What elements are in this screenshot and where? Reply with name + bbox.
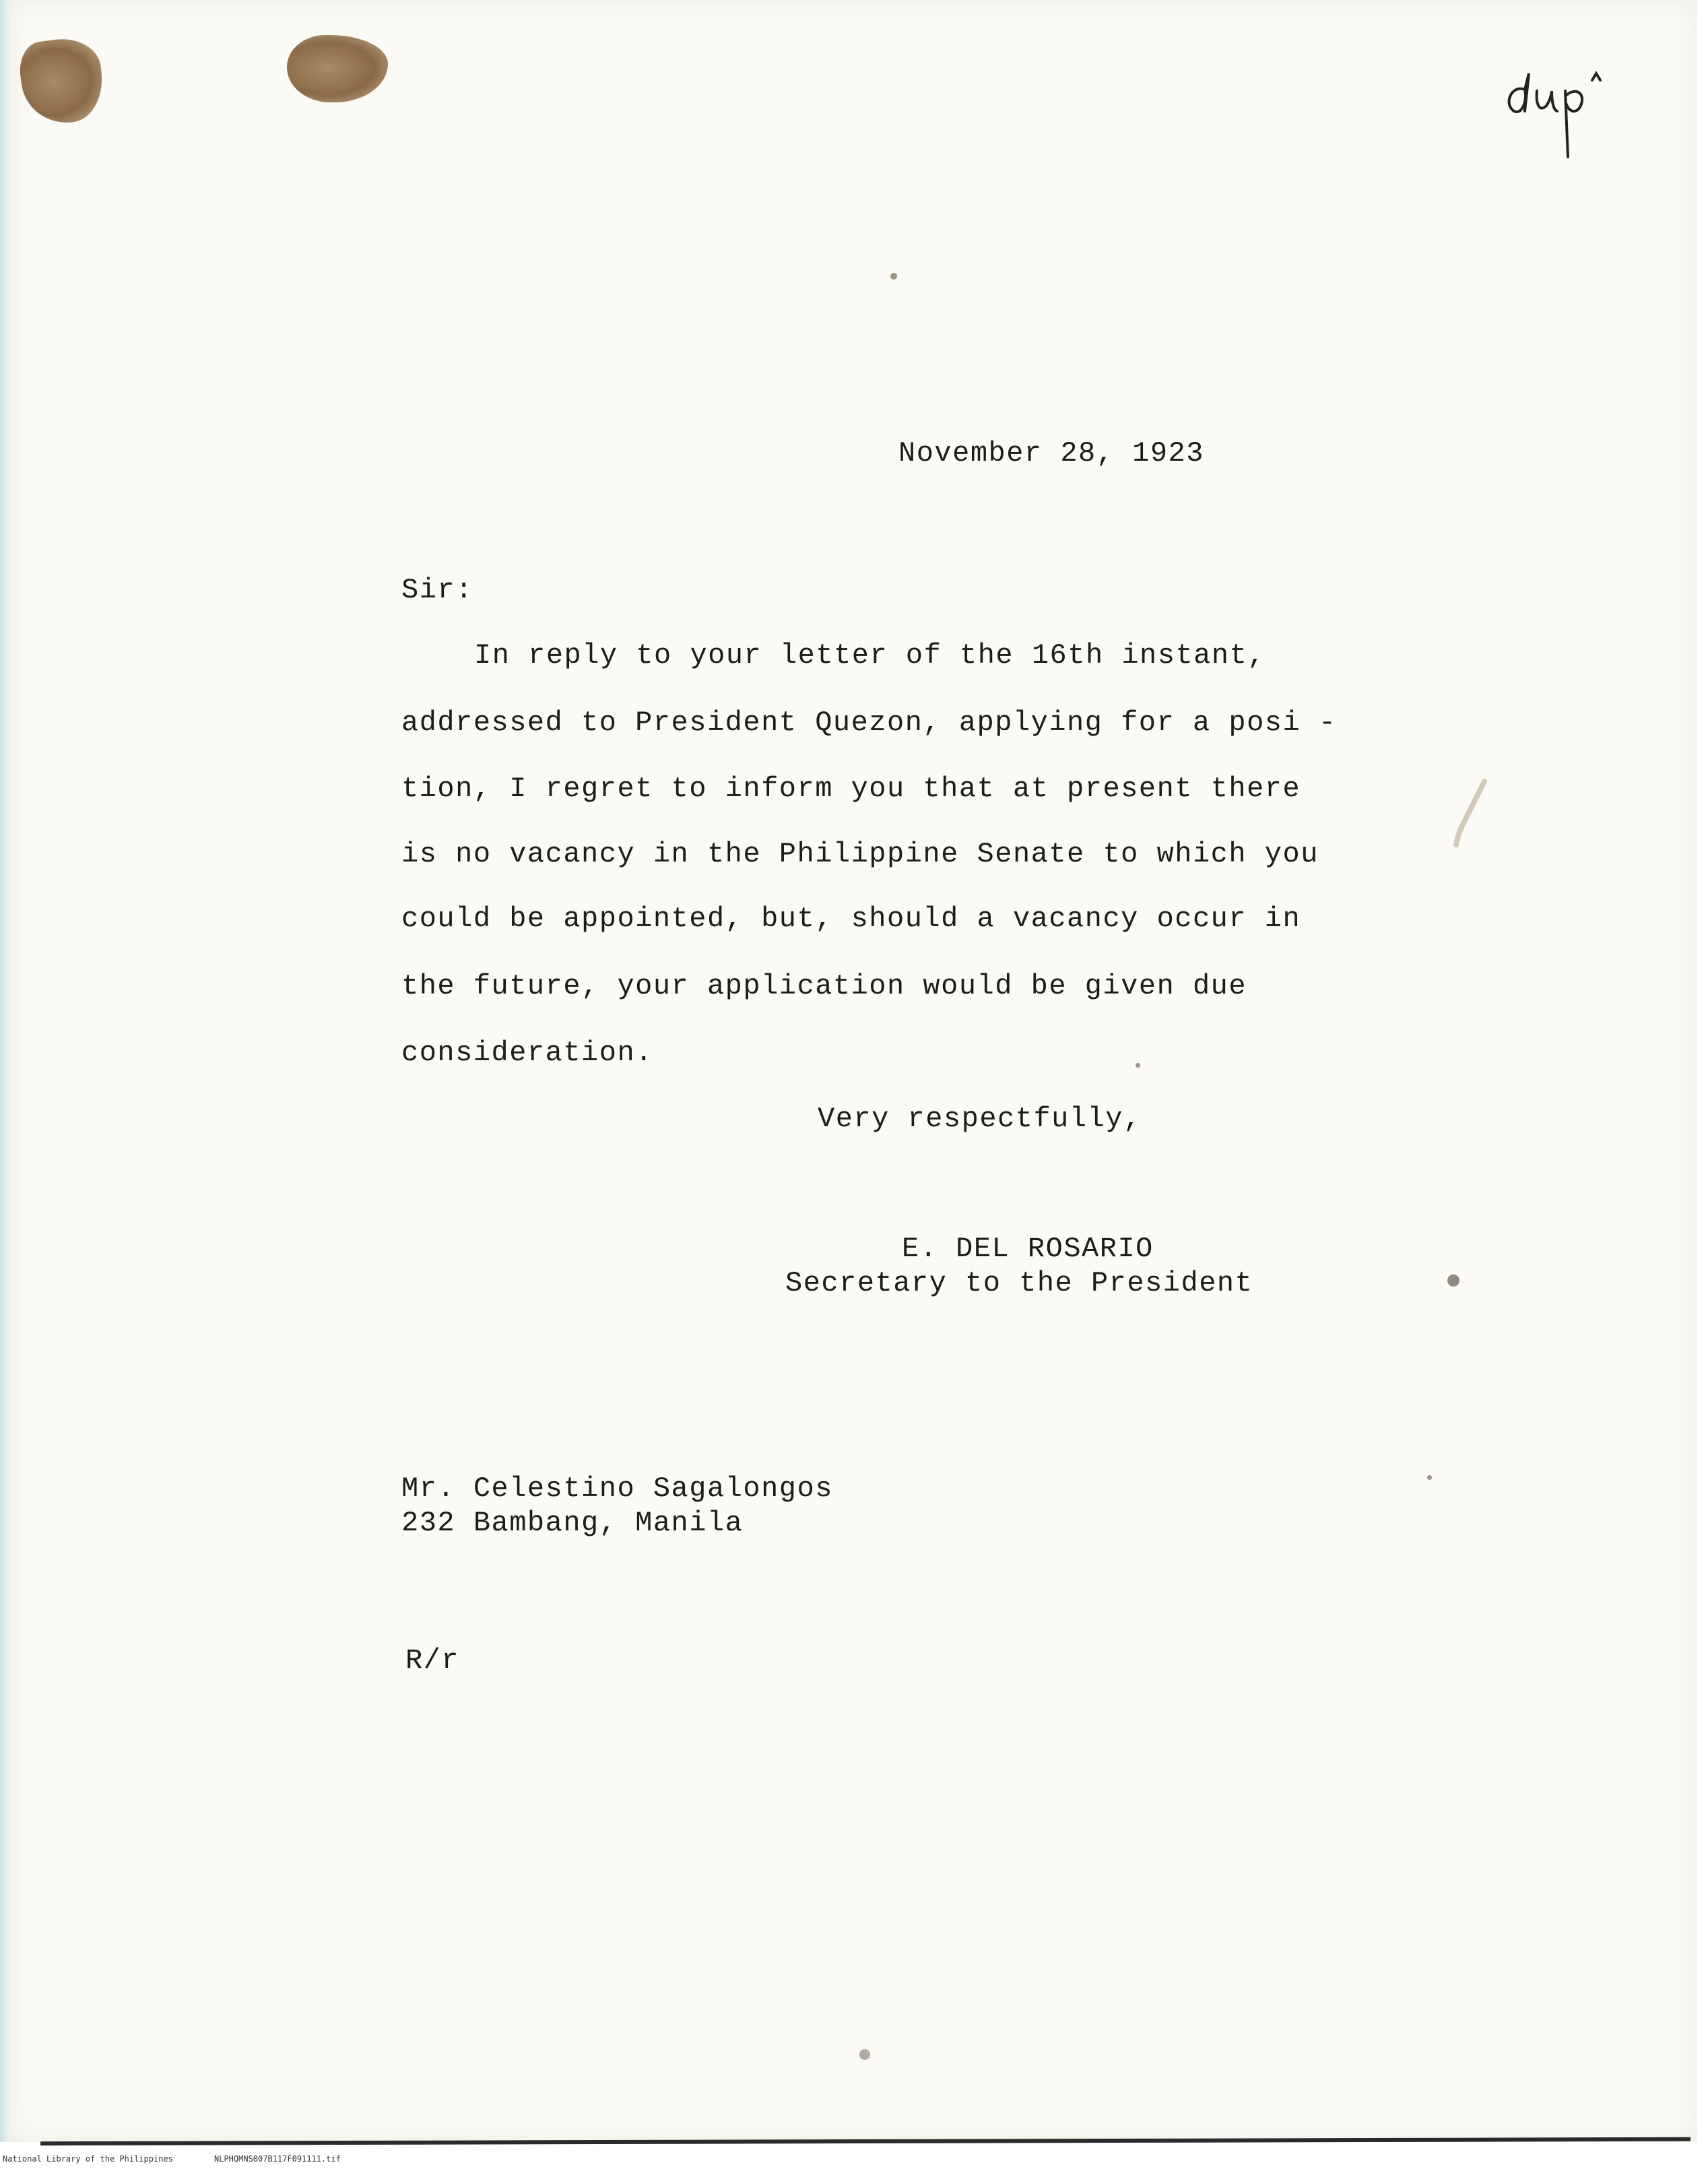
paper-speck — [859, 2049, 870, 2060]
body-line-3: tion, I regret to inform you that at present there — [401, 773, 1301, 805]
signer-name: E. DEL ROSARIO — [902, 1233, 1154, 1265]
signer-title: Secretary to the President — [785, 1267, 1253, 1299]
paper-speck — [1136, 1063, 1140, 1068]
body-line-4: is no vacancy in the Philippine Senate to which you — [401, 838, 1319, 870]
paper-speck — [890, 273, 897, 280]
scan-filename-label: NLPHQMNS007B117F091111.tif — [214, 2154, 341, 2164]
torn-corner-stain — [16, 34, 108, 128]
closing: Very respectfully, — [818, 1103, 1142, 1135]
handwritten-dup-note — [1498, 71, 1619, 165]
scan-source-label: National Library of the Philippines — [3, 2154, 173, 2164]
letter-page — [9, 0, 1697, 2142]
paper-speck — [1447, 1274, 1459, 1287]
recipient-address: 232 Bambang, Manila — [401, 1507, 744, 1539]
salutation: Sir: — [401, 574, 473, 606]
body-line-7: consideration. — [401, 1037, 653, 1069]
recipient-name: Mr. Celestino Sagalongos — [401, 1472, 833, 1505]
reference-initials: R/r — [405, 1644, 460, 1677]
body-line-6: the future, your application would be given due — [401, 970, 1247, 1002]
torn-edge-stain — [287, 35, 388, 102]
body-line-2: addressed to President Quezon, applying for a posi - — [401, 707, 1337, 739]
body-line-1: In reply to your letter of the 16th instant, — [474, 639, 1266, 672]
body-line-5: could be appointed, but, should a vacancy occur in — [401, 903, 1301, 935]
paper-smudge — [1444, 775, 1498, 849]
paper-speck — [1427, 1475, 1432, 1480]
letter-date: November 28, 1923 — [898, 437, 1204, 469]
